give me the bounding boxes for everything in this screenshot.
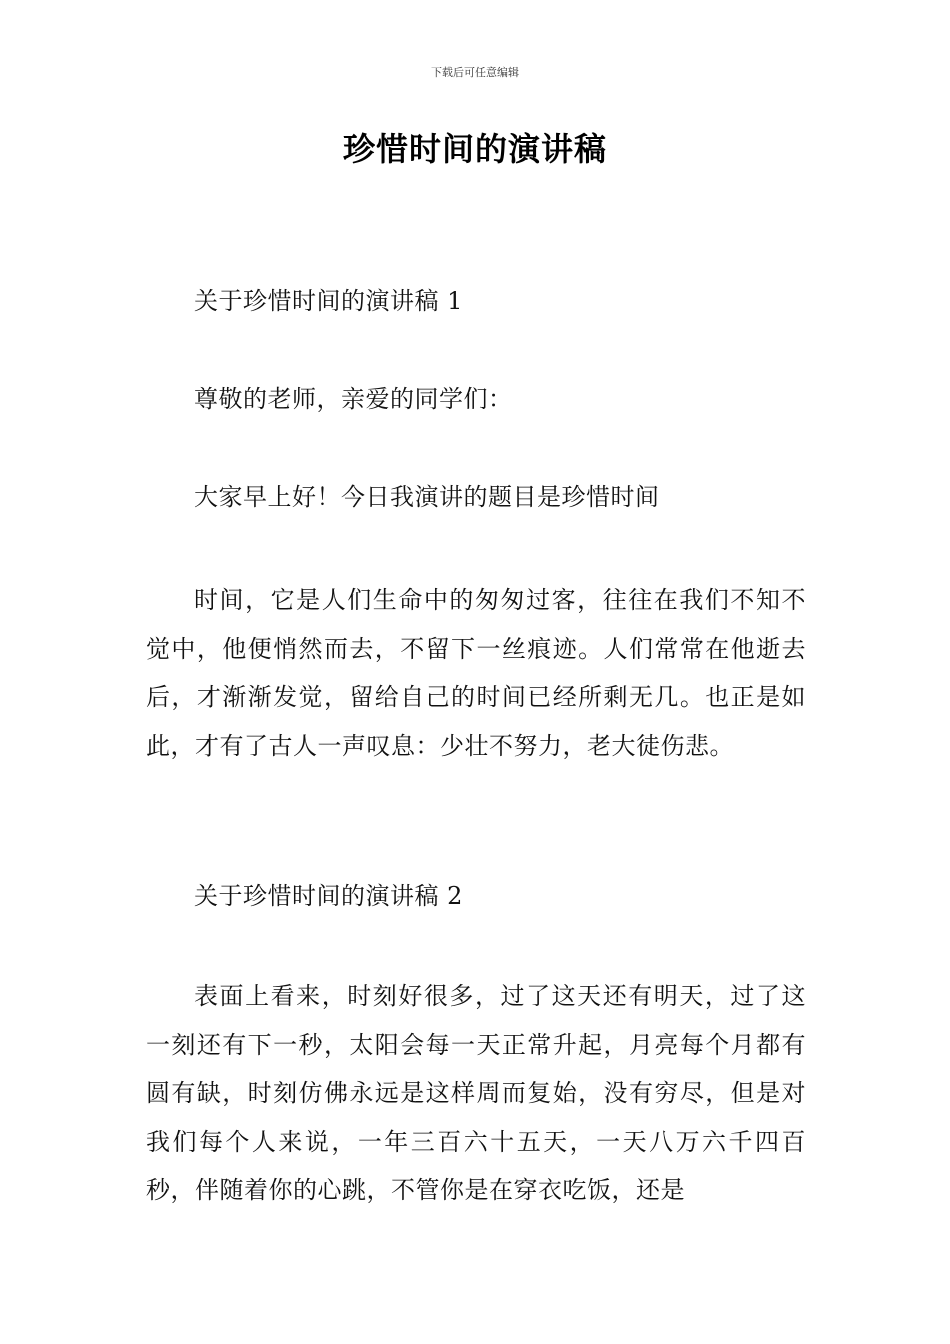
section-heading-1: 关于珍惜时间的演讲稿 1 [194, 287, 463, 315]
salutation: 尊敬的老师，亲爱的同学们： [194, 385, 513, 413]
body-paragraph-2: 表面上看来，时刻好很多，过了这天还有明天，过了这一刻还有下一秒，太阳会每一天正常升起，月亮每个月都有圆有缺，时刻仿佛永远是这样周而复始，没有穷尽，但是对我们每个人来说，一年三百六十五天，一天八万六千四百秒，伴随着你的心跳，不管你是在穿衣吃饭，还是 [146, 982, 806, 1204]
greeting-paragraph: 大家早上好！今日我演讲的题目是珍惜时间 [194, 483, 660, 511]
body-paragraph-1: 时间，它是人们生命中的匆匆过客，往往在我们不知不觉中，他便悄然而去，不留下一丝痕迹。人们常常在他逝去后，才渐渐发觉，留给自己的时间已经所剩无几。也正是如此，才有了古人一声叹息：少壮不努力，老大徒伤悲。 [146, 586, 806, 760]
header-note: 下载后可任意编辑 [431, 66, 519, 79]
document-title: 珍惜时间的演讲稿 [342, 130, 607, 168]
section-heading-2: 关于珍惜时间的演讲稿 2 [194, 882, 463, 910]
